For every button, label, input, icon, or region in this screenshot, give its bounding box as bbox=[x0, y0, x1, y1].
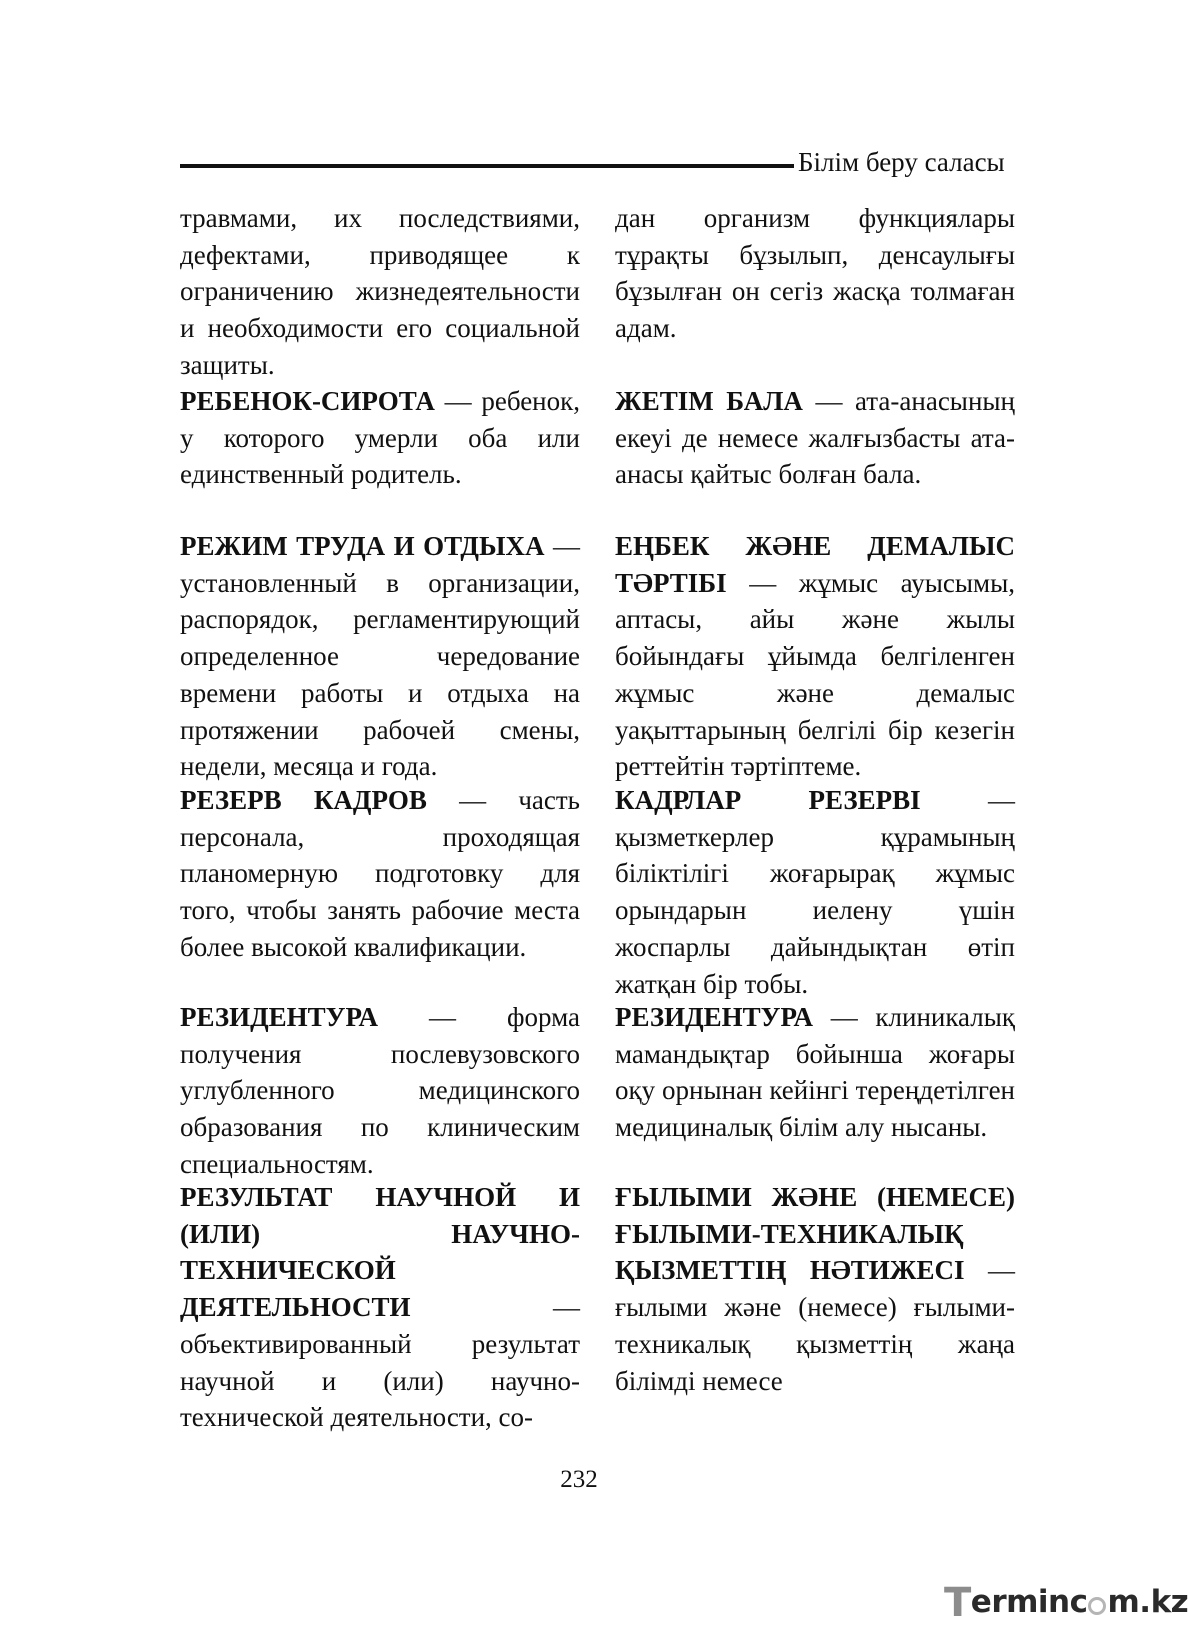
left-entry-5 bbox=[180, 1179, 580, 1436]
left-definition-1: — ребенок, у которого умерли оба или единственный родитель. bbox=[180, 386, 581, 490]
left-term-2: РЕЖИМ ТРУДА И ОТДЫХА bbox=[180, 531, 545, 561]
right-definition-4: — клиникалық мамандықтар бойынша жоғары оқу орнынан кейінгі тереңдетілген медициналық білім алу нысаны. bbox=[615, 1002, 1015, 1143]
page-number: 232 bbox=[560, 1466, 598, 1493]
right-column bbox=[615, 200, 1015, 1399]
left-entry-3 bbox=[180, 782, 580, 999]
left-definition-5: — объективированный результат научной и (или) научно-технической деятельности, со- bbox=[180, 1292, 580, 1433]
right-term-2: ЕҢБЕК ЖӘНЕ ДЕМАЛЫС ТӘРТІБІ bbox=[615, 531, 1015, 598]
left-definition-3: — часть персонала, проходящая планомерную подготовку для того, чтобы занять рабочие места более высокой квалификации. bbox=[180, 785, 580, 962]
left-term-4: РЕЗИДЕНТУРА bbox=[180, 1002, 379, 1032]
left-definition-4: — форма получения послевузовского углубленного медицинского образования по клиническим специальностям. bbox=[180, 1002, 580, 1179]
header-rule bbox=[180, 164, 794, 168]
right-term-1: ЖЕТІМ БАЛА bbox=[615, 386, 803, 416]
right-entry-1 bbox=[615, 383, 1015, 528]
right-entry-5 bbox=[615, 1179, 1015, 1399]
right-definition-3: — қызметкерлер құрамының біліктілігі жоғарырақ жұмыс орындарын иелену үшін жоспарлы дайындықтан өтіп жатқан бір тобы. bbox=[615, 785, 1015, 999]
right-entry-2 bbox=[615, 528, 1015, 782]
right-definition-1: — ата-анасының екеуі де немесе жалғызбасты ата-анасы қайтыс болған бала. bbox=[615, 386, 1015, 490]
left-term-1: РЕБЕНОК-СИРОТА bbox=[180, 386, 435, 416]
running-header-title: Білім беру саласы bbox=[798, 147, 1005, 177]
right-term-3: КАДРЛАР РЕЗЕРВІ bbox=[615, 785, 921, 815]
left-column bbox=[180, 200, 580, 1436]
right-term-5: ҒЫЛЫМИ ЖӘНЕ (НЕМЕСЕ) ҒЫЛЫМИ-ТЕХНИКАЛЫҚ ҚЫЗМЕТТІҢ НӘТИЖЕСІ bbox=[615, 1182, 1015, 1286]
right-definition-2: — жұмыс ауысымы, аптасы, айы және жылы бойындағы ұйымда белгіленген жұмыс және демалыс уақыттарының белгілі бір кезегін реттейтін тәртіптеме. bbox=[615, 567, 1015, 782]
site-watermark-logo: Terminc m.kz bbox=[944, 1580, 1188, 1626]
right-continuation: дан организм функциялары тұрақты бұзылып, денсаулығы бұзылған он сегіз жасқа толмаған адам. bbox=[615, 203, 1015, 344]
left-definition-2: — установленный в организации, распорядок, регламентирующий определенное чередование времени работы и отдыха на протяжении рабочей смены, недели, месяца и года. bbox=[180, 531, 580, 782]
left-continuation: травмами, их последствиями, дефектами, приводящее к ограничению жизнедеятельности и необходимости его социальной защиты. bbox=[180, 203, 580, 380]
right-term-4: РЕЗИДЕНТУРА bbox=[615, 1002, 814, 1032]
left-entry-2 bbox=[180, 528, 580, 782]
left-entry-4 bbox=[180, 999, 580, 1179]
left-term-5: РЕЗУЛЬТАТ НАУЧНОЙ И (ИЛИ) НАУЧНО-ТЕХНИЧЕСКОЙ ДЕЯТЕЛЬНОСТИ bbox=[180, 1182, 580, 1323]
right-definition-5: — ғылыми және (немесе) ғылыми-техникалық қызметтің жаңа білімді немесе bbox=[615, 1255, 1015, 1396]
right-entry-3 bbox=[615, 782, 1015, 999]
left-term-3: РЕЗЕРВ КАДРОВ bbox=[180, 785, 427, 815]
left-entry-1 bbox=[180, 383, 580, 528]
right-entry-4 bbox=[615, 999, 1015, 1179]
